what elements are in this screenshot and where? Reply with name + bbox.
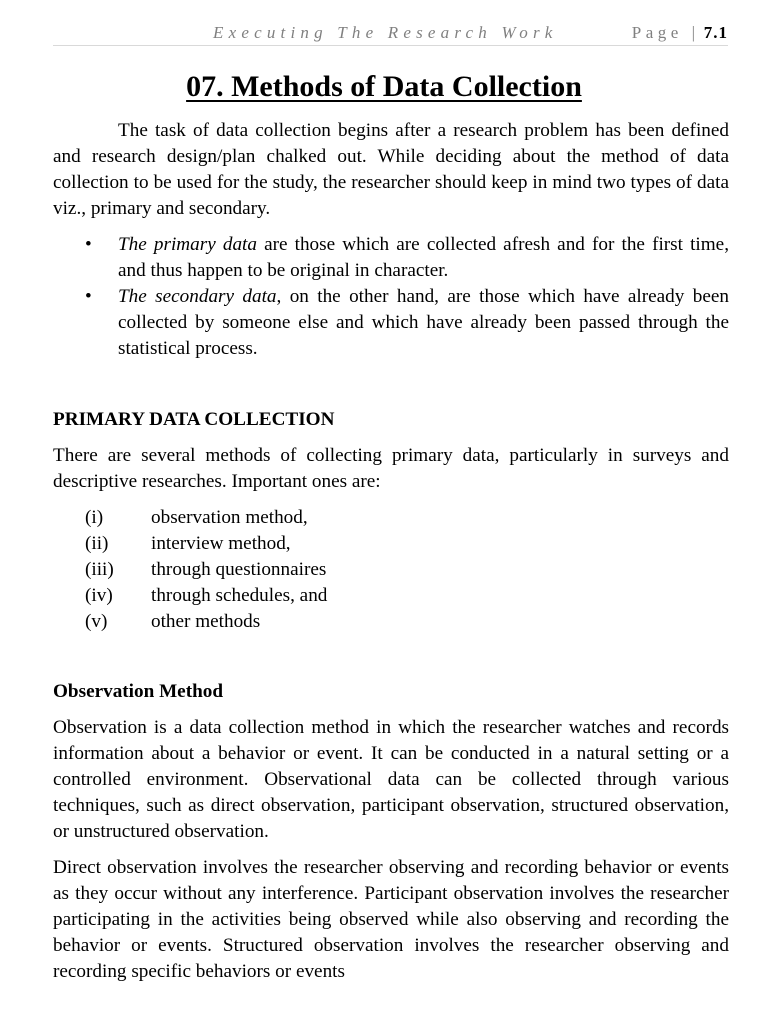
observation-paragraph-2: Direct observation involves the researcher observing and recording behavior or events as they occur without any interference. Participant observation involves the researcher participating in the activities being observed while also observing and recording the behavior or events. Structured observation involves the researcher observing and recording specific behaviors or events: [53, 857, 729, 982]
data-type-list: [53, 232, 729, 362]
list-text: interview method,: [151, 533, 291, 554]
bullet-text: , on the other hand, are those which have already been collected by someone else and which have already been passed through the statistical process.: [118, 286, 729, 359]
list-numeral: (i): [85, 507, 104, 528]
bullet-text: are those which are collected afresh and for the first time, and thus happen to be original in character.: [118, 234, 729, 281]
intro-paragraph: The task of data collection begins after a research problem has been defined and research design/plan chalked out. While deciding about the method of data collection to be used for the study, the researcher should keep in mind two types of data viz., primary and secondary.: [53, 120, 729, 219]
list-text: other methods: [151, 611, 261, 632]
list-text: through questionnaires: [151, 559, 327, 580]
bullet-term: The secondary data: [118, 286, 277, 307]
primary-section-heading: PRIMARY DATA COLLECTION: [53, 409, 335, 430]
list-numeral: (v): [85, 611, 108, 632]
list-item: [53, 609, 729, 635]
document-body: [53, 118, 729, 985]
list-text: through schedules, and: [151, 585, 328, 606]
list-item: [53, 531, 729, 557]
list-numeral: (iii): [85, 559, 114, 580]
primary-intro-paragraph: There are several methods of collecting primary data, particularly in surveys and descriptive researches. Important ones are:: [53, 445, 729, 492]
list-item: [53, 505, 729, 531]
observation-paragraph-1: Observation is a data collection method in which the researcher watches and records information about a behavior or event. It can be conducted in a natural setting or a controlled environment. Observational data can be collected through various techniques, such as direct observation, participant observation, structured observation, or unstructured observation.: [53, 717, 729, 842]
list-numeral: (iv): [85, 585, 113, 606]
list-item: [53, 284, 729, 362]
list-item: [53, 232, 729, 284]
list-text: observation method,: [151, 507, 308, 528]
bullet-icon: •: [85, 234, 92, 255]
bullet-term: The primary data: [118, 234, 257, 255]
page-indicator: [632, 23, 728, 43]
page-number: 7.1: [703, 23, 728, 42]
chapter-title: [0, 70, 768, 104]
page-label: Page |: [631, 23, 700, 42]
list-item: [53, 557, 729, 583]
chapter-title-text: 07. Methods of Data Collection: [186, 70, 582, 103]
methods-list: [53, 505, 729, 635]
list-numeral: (ii): [85, 533, 109, 554]
list-item: [53, 583, 729, 609]
bullet-icon: •: [85, 286, 92, 307]
observation-section-heading: Observation Method: [53, 681, 224, 702]
running-title: Executing The Research Work: [213, 23, 558, 42]
page-header: [53, 23, 728, 46]
